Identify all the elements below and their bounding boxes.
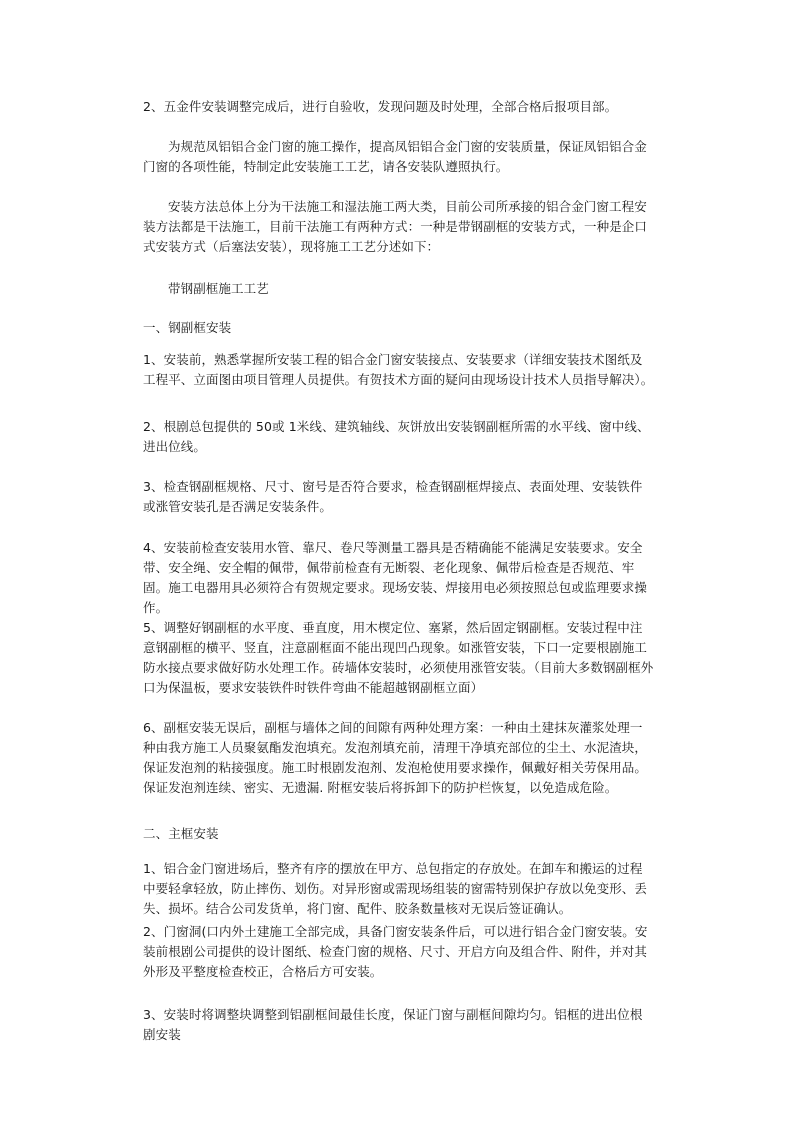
paragraph-main-3: 3、安装时将调整块调整到铝副框间最佳长度，保证门窗与副框间隙均匀。铝框的进出位根剧安装 <box>143 1007 643 1042</box>
paragraph-step-1: 1、安装前，熟悉掌握所安装工程的铝合金门窗安装接点、安装要求（详细安装技术图纸及工程平、立面图由项目管理人员提供。有贺技术方面的疑问由现场设计技术人员指导解决）。 <box>143 352 654 387</box>
heading-steel-subframe: 一、钢副框安装 <box>143 320 232 335</box>
section-title: 带钢副框施工工艺 <box>168 281 269 296</box>
paragraph-1: 2、五金件安装调整完成后，进行自验收，发现问题及时处理，全部合格后报项目部。 <box>143 99 618 114</box>
paragraph-2: 为规范凤铝铝合金门窗的施工操作，提高凤铝铝合金门窗的安装质量，保证凤铝铝合金门窗的各项性能，特制定此安装施工工艺，请各安装队遵照执行。 <box>143 139 647 174</box>
paragraph-main-1: 1、铝合金门窗进场后，整齐有序的摆放在甲方、总包指定的存放处。在卸车和搬运的过程中要轻拿轻放，防止摔伤、划伤。对异形窗或需现场组装的窗需特别保护存放以免变形、丢失、损坏。结合公司发货单，将门窗、配件、胶条数量核对无误后签证确认。 <box>143 861 648 916</box>
paragraph-step-5: 5、调整好钢副框的水平度、垂直度，用木楔定位、塞紧，然后固定钢副框。安装过程中注意钢副框的横平、竖直，注意副框面不能出现凹凸现象。如涨管安装，下口一定要根剧施工防水接点要求做好防水处理工作。砖墙体安装时，必须使用涨管安装。（目前大多数钢副框外口为保温板，要求安装铁件时铁件弯曲不能超越钢副框立面） <box>143 620 654 695</box>
paragraph-3: 安装方法总体上分为干法施工和湿法施工两大类，目前公司所承接的铝合金门窗工程安装方法都是干法施工，目前干法施工有两种方式：一种是带钢副框的安装方式，一种是企口式安装方式（后塞法安装），现将施工工艺分述如下： <box>143 199 648 254</box>
paragraph-step-2: 2、根剧总包提供的 50或 1米线、建筑轴线、灰饼放出安装钢副框所需的水平线、窗中线、进出位线。 <box>143 419 650 454</box>
paragraph-main-2: 2、门窗洞(口内外土建施工全部完成，具备门窗安装条件后，可以进行铝合金门窗安装。安装前根剧公司提供的设计图纸、检查门窗的规格、尺寸、开启方向及组合件、附件，并对其外形及平整度检查校正，合格后方可安装。 <box>143 924 648 979</box>
paragraph-step-4: 4、安装前检查安装用水管、靠尺、卷尺等测量工器具是否精确能不能满足安装要求。安全带、安全绳、安全帽的佩带，佩带前检查有无断裂、老化现象、佩带后检查是否规范、牢固。施工电器用具必须符合有贺规定要求。现场安装、焊接用电必须按照总包或监理要求操作。 <box>143 540 648 615</box>
paragraph-step-6: 6、副框安装无误后，副框与墙体之间的间隙有两种处理方案：一种由土建抹灰灌浆处理一种由我方施工人员聚氨酯发泡填充。发泡剂填充前，清理干净填充部位的尘土、水泥渣块，保证发泡剂的粘接强度。施工时根剧发泡剂、发泡枪使用要求操作，佩戴好相关劳保用品。保证发泡剂连续、密实、无遗漏. 附框安装后将拆卸下的防护栏恢复，以免造成危险。 <box>143 720 648 795</box>
heading-main-frame: 二、主框安装 <box>143 826 219 841</box>
paragraph-step-3: 3、检查钢副框规格、尺寸、窗号是否符合要求，检查钢副框焊接点、表面处理、安装铁件或涨管安装孔是否满足安装条件。 <box>143 479 643 514</box>
